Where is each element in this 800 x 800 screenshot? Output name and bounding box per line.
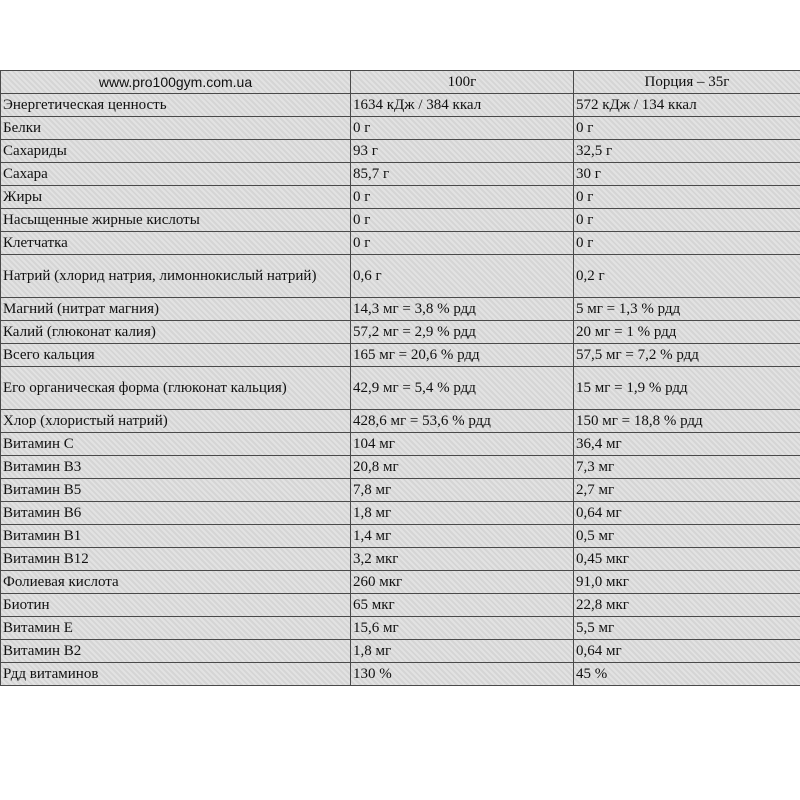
table-row	[1, 255, 800, 298]
value-100g-cell: 15,6 мг	[351, 617, 574, 640]
header-site: www.pro100gym.com.ua	[1, 71, 351, 94]
value-portion-cell: 7,3 мг	[574, 456, 800, 479]
header-100g: 100г	[351, 71, 574, 94]
table-row	[1, 479, 800, 502]
value-portion-cell: 15 мг = 1,9 % рдд	[574, 367, 800, 410]
value-portion-cell: 0 г	[574, 186, 800, 209]
value-portion-cell: 150 мг = 18,8 % рдд	[574, 410, 800, 433]
value-100g-cell: 1,8 мг	[351, 640, 574, 663]
value-100g-cell: 1634 кДж / 384 ккал	[351, 94, 574, 117]
table-row	[1, 617, 800, 640]
nutrient-name-cell: Витамин В1	[1, 525, 351, 548]
nutrient-name-cell: Фолиевая кислота	[1, 571, 351, 594]
nutrient-name-cell: Калий (глюконат калия)	[1, 321, 351, 344]
nutrient-name-cell: Витамин В5	[1, 479, 351, 502]
table-row	[1, 433, 800, 456]
nutrient-name-cell: Его органическая форма (глюконат кальция)	[1, 367, 351, 410]
value-100g-cell: 165 мг = 20,6 % рдд	[351, 344, 574, 367]
table-row	[1, 298, 800, 321]
value-100g-cell: 85,7 г	[351, 163, 574, 186]
value-portion-cell: 572 кДж / 134 ккал	[574, 94, 800, 117]
nutrient-name-cell: Витамин С	[1, 433, 351, 456]
value-portion-cell: 20 мг = 1 % рдд	[574, 321, 800, 344]
value-100g-cell: 0 г	[351, 232, 574, 255]
table-row	[1, 94, 800, 117]
table-row	[1, 209, 800, 232]
value-portion-cell: 0 г	[574, 232, 800, 255]
nutrient-name-cell: Энергетическая ценность	[1, 94, 351, 117]
value-portion-cell: 36,4 мг	[574, 433, 800, 456]
nutrient-name-cell: Белки	[1, 117, 351, 140]
table-row	[1, 663, 800, 686]
nutrition-table	[0, 70, 800, 686]
value-100g-cell: 104 мг	[351, 433, 574, 456]
value-100g-cell: 20,8 мг	[351, 456, 574, 479]
table-row	[1, 548, 800, 571]
value-portion-cell: 57,5 мг = 7,2 % рдд	[574, 344, 800, 367]
value-portion-cell: 0,5 мг	[574, 525, 800, 548]
table-row	[1, 232, 800, 255]
table-row	[1, 321, 800, 344]
nutrition-table-container	[0, 70, 800, 686]
value-portion-cell: 0 г	[574, 209, 800, 232]
table-row	[1, 367, 800, 410]
nutrient-name-cell: Насыщенные жирные кислоты	[1, 209, 351, 232]
nutrient-name-cell: Жиры	[1, 186, 351, 209]
nutrient-name-cell: Витамин В3	[1, 456, 351, 479]
value-100g-cell: 65 мкг	[351, 594, 574, 617]
nutrient-name-cell: Витамин В2	[1, 640, 351, 663]
nutrient-name-cell: Хлор (хлористый натрий)	[1, 410, 351, 433]
value-portion-cell: 0,45 мкг	[574, 548, 800, 571]
table-row	[1, 525, 800, 548]
value-portion-cell: 32,5 г	[574, 140, 800, 163]
nutrient-name-cell: Натрий (хлорид натрия, лимоннокислый натрий)	[1, 255, 351, 298]
nutrient-name-cell: Рдд витаминов	[1, 663, 351, 686]
table-row	[1, 594, 800, 617]
value-100g-cell: 1,8 мг	[351, 502, 574, 525]
value-portion-cell: 45 %	[574, 663, 800, 686]
value-100g-cell: 0 г	[351, 186, 574, 209]
value-portion-cell: 5 мг = 1,3 % рдд	[574, 298, 800, 321]
value-portion-cell: 22,8 мкг	[574, 594, 800, 617]
value-portion-cell: 5,5 мг	[574, 617, 800, 640]
nutrient-name-cell: Магний (нитрат магния)	[1, 298, 351, 321]
value-100g-cell: 130 %	[351, 663, 574, 686]
value-100g-cell: 0,6 г	[351, 255, 574, 298]
value-100g-cell: 0 г	[351, 209, 574, 232]
value-100g-cell: 0 г	[351, 117, 574, 140]
value-portion-cell: 0,2 г	[574, 255, 800, 298]
value-portion-cell: 2,7 мг	[574, 479, 800, 502]
table-row	[1, 344, 800, 367]
value-portion-cell: 0 г	[574, 117, 800, 140]
table-row	[1, 640, 800, 663]
nutrient-name-cell: Биотин	[1, 594, 351, 617]
table-row	[1, 502, 800, 525]
table-row	[1, 186, 800, 209]
value-100g-cell: 93 г	[351, 140, 574, 163]
nutrient-name-cell: Витамин В12	[1, 548, 351, 571]
table-row	[1, 163, 800, 186]
value-100g-cell: 42,9 мг = 5,4 % рдд	[351, 367, 574, 410]
table-row	[1, 410, 800, 433]
value-100g-cell: 3,2 мкг	[351, 548, 574, 571]
value-portion-cell: 91,0 мкг	[574, 571, 800, 594]
nutrient-name-cell: Витамин В6	[1, 502, 351, 525]
table-row	[1, 140, 800, 163]
table-row	[1, 117, 800, 140]
table-row	[1, 456, 800, 479]
value-portion-cell: 30 г	[574, 163, 800, 186]
value-100g-cell: 260 мкг	[351, 571, 574, 594]
nutrient-name-cell: Клетчатка	[1, 232, 351, 255]
nutrient-name-cell: Сахара	[1, 163, 351, 186]
nutrient-name-cell: Сахариды	[1, 140, 351, 163]
value-100g-cell: 7,8 мг	[351, 479, 574, 502]
value-portion-cell: 0,64 мг	[574, 502, 800, 525]
nutrient-name-cell: Витамин Е	[1, 617, 351, 640]
header-portion: Порция – 35г	[574, 71, 800, 94]
nutrient-name-cell: Всего кальция	[1, 344, 351, 367]
value-100g-cell: 14,3 мг = 3,8 % рдд	[351, 298, 574, 321]
header-row	[1, 71, 800, 94]
table-row	[1, 571, 800, 594]
value-100g-cell: 1,4 мг	[351, 525, 574, 548]
value-portion-cell: 0,64 мг	[574, 640, 800, 663]
value-100g-cell: 428,6 мг = 53,6 % рдд	[351, 410, 574, 433]
value-100g-cell: 57,2 мг = 2,9 % рдд	[351, 321, 574, 344]
